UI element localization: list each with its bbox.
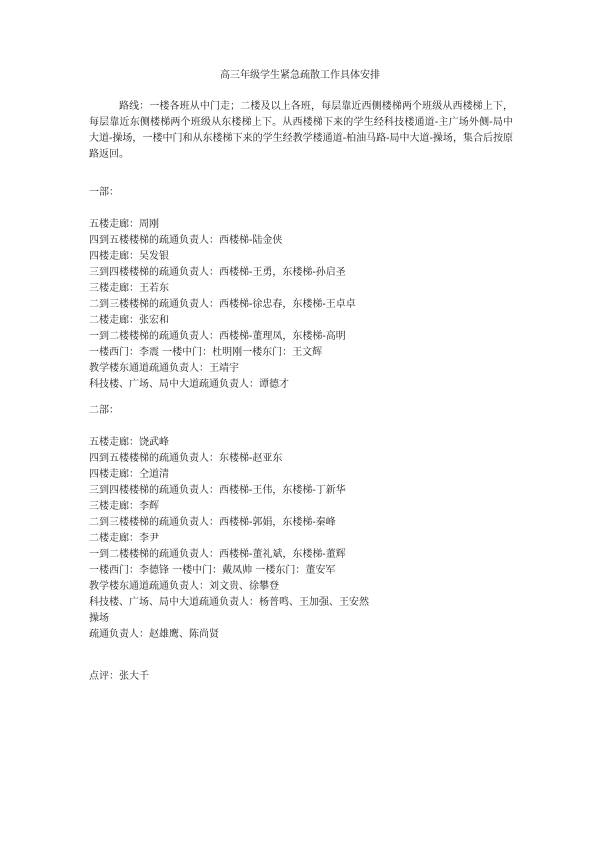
part-one-line: 三到四楼楼梯的疏通负责人：西楼梯-王勇，东楼梯-孙启圣	[89, 267, 346, 278]
part-two-line: 三楼走廊：李辉	[89, 501, 159, 512]
part-two-line: 二到三楼楼梯的疏通负责人：西楼梯-郭娟，东楼梯-秦峰	[89, 517, 336, 528]
part-two-line: 二楼走廊：李尹	[89, 533, 159, 544]
part-two-line: 四到五楼楼梯的疏通负责人：东楼梯-赵亚东	[89, 453, 283, 464]
part-one-line: 四到五楼楼梯的疏通负责人：西楼梯-陆金侠	[89, 235, 283, 246]
part-one-line: 一楼西门：李震 一楼中门：杜明刚一楼东门：王文辉	[89, 347, 323, 358]
part-one-line: 教学楼东通道疏通负责人：王靖宇	[89, 363, 239, 374]
part-two-line: 科技楼、广场、局中大道疏通负责人：杨普鸣、王加强、王安然	[89, 597, 369, 608]
part-one-list	[89, 217, 529, 393]
part-two-line: 教学楼东通道疏通负责人：刘文贵、徐攀登	[89, 581, 279, 592]
part-two-heading: 二部：	[89, 405, 119, 416]
part-two-list	[89, 435, 529, 643]
document-title: 高三年级学生紧急疏散工作具体安排	[220, 70, 380, 81]
part-one-line: 三楼走廊：王若东	[89, 283, 169, 294]
part-one-line: 二楼走廊：张宏和	[89, 315, 169, 326]
part-one-line: 一到二楼楼梯的疏通负责人：西楼梯-董理凤，东楼梯-高明	[89, 331, 346, 342]
part-two-line: 一到二楼楼梯的疏通负责人：西楼梯-董礼斌，东楼梯-董辉	[89, 549, 346, 560]
part-one-line: 四楼走廊：吴发银	[89, 251, 169, 262]
part-one-line: 二到三楼楼梯的疏通负责人：西楼梯-徐忠春，东楼梯-王卓卓	[89, 299, 356, 310]
part-two-line: 五楼走廊：饶武峰	[89, 437, 169, 448]
part-two-line: 一楼西门：李德锋 一楼中门：戴凤帅 一楼东门：董安军	[89, 565, 336, 576]
route-paragraph: 路线：一楼各班从中门走；二楼及以上各班，每层靠近西侧楼梯两个班级从西楼梯上下，每层靠近东侧楼梯两个班级从东楼梯上下。从西楼梯下来的学生经科技楼通道-主广场外侧-局中大道-操场，一楼中门和从东楼梯下来的学生经教学楼通道-柏油马路-局中大道-操场，集合后按原路返回。	[89, 101, 513, 160]
part-two-line: 疏通负责人：赵雄鹰、陈尚贤	[89, 629, 219, 640]
part-two-line: 四楼走廊：仝道清	[89, 469, 169, 480]
part-one-line: 五楼走廊：周刚	[89, 219, 159, 230]
reviewer-line: 点评：张大千	[89, 671, 149, 682]
part-two-line: 操场	[89, 613, 109, 624]
part-one-line: 科技楼、广场、局中大道疏通负责人：谭德才	[89, 379, 289, 390]
part-two-line: 三到四楼楼梯的疏通负责人：西楼梯-王伟，东楼梯-丁新华	[89, 485, 346, 496]
part-one-heading: 一部：	[89, 187, 119, 198]
